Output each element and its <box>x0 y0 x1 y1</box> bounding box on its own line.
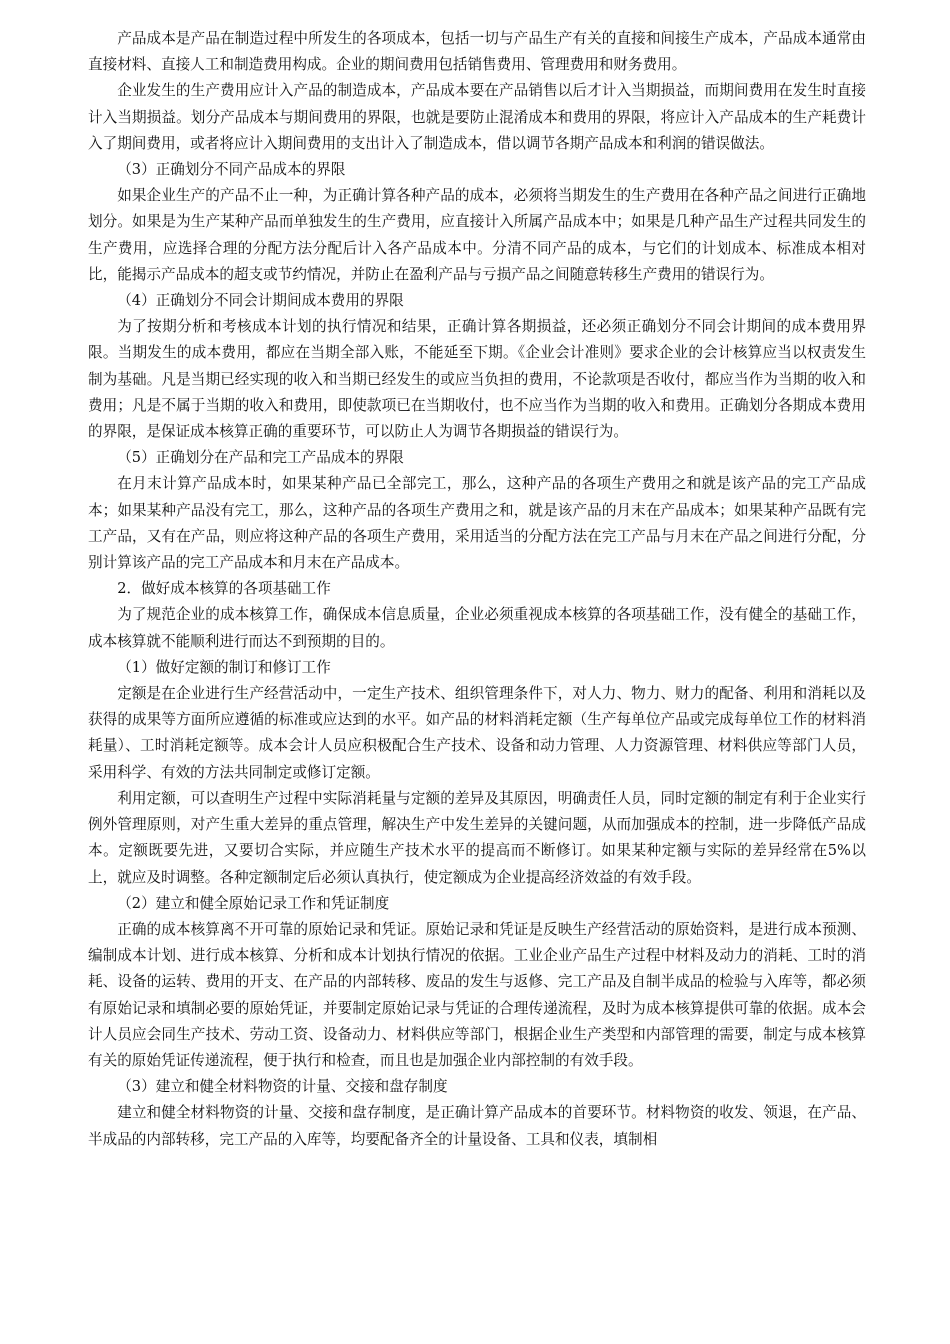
paragraph: 定额是在企业进行生产经营活动中，一定生产技术、组织管理条件下，对人力、物力、财力的配备、利用和消耗以及获得的成果等方面所应遵循的标准或应达到的水平。如产品的材料消耗定额（生产每单位产品或完成每单位工作的材料消耗量）、工时消耗定额等。成本会计人员应积极配合生产技术、设备和动力管理、人力资源管理、材料供应等部门人员，采用科学、有效的方法共同制定或修订定额。 <box>88 685 866 781</box>
paragraph: 为了规范企业的成本核算工作，确保成本信息质量，企业必须重视成本核算的各项基础工作，没有健全的基础工作，成本核算就不能顺利进行而达不到预期的目的。 <box>88 606 866 650</box>
section-heading: （5）正确划分在产品和完工产品成本的界限 <box>117 449 404 467</box>
paragraph: 在月末计算产品成本时，如果某种产品已全部完工，那么，这种产品的各项生产费用之和就是该产品的完工产品成本；如果某种产品没有完工，那么，这种产品的各项生产费用之和，就是该产品的月末在产品成本；如果某种产品既有完工产品，又有在产品，则应将这种产品的各项生产费用，采用适当的分配方法在完工产品与月末在产品之间进行分配，分别计算该产品的完工产品成本和月末在产品成本。 <box>88 475 866 572</box>
paragraph: 如果企业生产的产品不止一种，为正确计算各种产品的成本，必须将当期发生的生产费用在各种产品之间进行正确地划分。如果是为生产某种产品而单独发生的生产费用，应直接计入所属产品成本中；如果是几种产品生产过程共同发生的生产费用，应选择合理的分配方法分配后计入各产品成本中。分清不同产品的成本，与它们的计划成本、标准成本相对比，能揭示产品成本的超支或节约情况，并防止在盈利产品与亏损产品之间随意转移生产费用的错误行为。 <box>88 187 866 283</box>
section-heading: （4）正确划分不同会计期间成本费用的界限 <box>117 292 404 310</box>
paragraph: 建立和健全材料物资的计量、交接和盘存制度，是正确计算产品成本的首要环节。材料物资的收发、领退，在产品、半成品的内部转移，完工产品的入库等，均要配备齐全的计量设备、工具和仪表，填制相 <box>88 1104 866 1148</box>
section-heading: （2）建立和健全原始记录工作和凭证制度 <box>117 894 390 912</box>
section-heading: （3）建立和健全材料物资的计量、交接和盘存制度 <box>117 1078 448 1096</box>
paragraph: 为了按期分析和考核成本计划的执行情况和结果，正确计算各期损益，还必须正确划分不同会计期间的成本费用界限。当期发生的成本费用，都应在当期全部入账，不能延至下期。《企业会计准则》要求企业的会计核算应当以权责发生制为基础。凡是当期已经实现的收入和当期已经发生的或应当负担的费用，不论款项是否收付，都应当作为当期的收入和费用；凡是不属于当期的收入和费用，即使款项已在当期收付，也不应当作为当期的收入和费用。正确划分各期成本费用的界限，是保证成本核算正确的重要环节，可以防止人为调节各期损益的错误行为。 <box>88 318 866 441</box>
paragraph: 产品成本是产品在制造过程中所发生的各项成本，包括一切与产品生产有关的直接和间接生产成本，产品成本通常由直接材料、直接人工和制造费用构成。企业的期间费用包括销售费用、管理费用和财务费用。 <box>88 30 866 74</box>
section-heading: 2．做好成本核算的各项基础工作 <box>117 580 331 598</box>
paragraph: 利用定额，可以查明生产过程中实际消耗量与定额的差异及其原因，明确责任人员，同时定额的制定有利于企业实行例外管理原则，对产生重大差异的重点管理，解决生产中发生差异的关键问题，从而加强成本的控制，进一步降低产品成本。定额既要先进，又要切合实际，并应随生产技术水平的提高而不断修订。如果某种定额与实际的差异经常在5%以上，就应及时调整。各种定额制定后必须认真执行，使定额成为企业提高经济效益的有效手段。 <box>88 789 866 886</box>
paragraph: 正确的成本核算离不开可靠的原始记录和凭证。原始记录和凭证是反映生产经营活动的原始资料，是进行成本预测、编制成本计划、进行成本核算、分析和成本计划执行情况的依据。工业企业产品生产过程中材料及动力的消耗、工时的消耗、设备的运转、费用的开支、在产品的内部转移、废品的发生与返修、完工产品及自制半成品的检验与入库等，都必须有原始记录和填制必要的原始凭证，并要制定原始记录与凭证的合理传递流程，及时为成本核算提供可靠的依据。成本会计人员应会同生产技术、劳动工资、设备动力、材料供应等部门，根据企业生产类型和内部管理的需要，制定与成本核算有关的原始凭证传递流程，便于执行和检查，而且也是加强企业内部控制的有效手段。 <box>88 920 866 1069</box>
section-heading: （1）做好定额的制订和修订工作 <box>117 658 331 676</box>
section-heading: （3）正确划分不同产品成本的界限 <box>117 161 346 179</box>
paragraph: 企业发生的生产费用应计入产品的制造成本，产品成本要在产品销售以后才计入当期损益，而期间费用在发生时直接计入当期损益。划分产品成本与期间费用的界限，也就是要防止混淆成本和费用的界限，将应计入产品成本的生产耗费计入了期间费用，或者将应计入期间费用的支出计入了制造成本，借以调节各期产品成本和利润的错误做法。 <box>88 82 866 152</box>
